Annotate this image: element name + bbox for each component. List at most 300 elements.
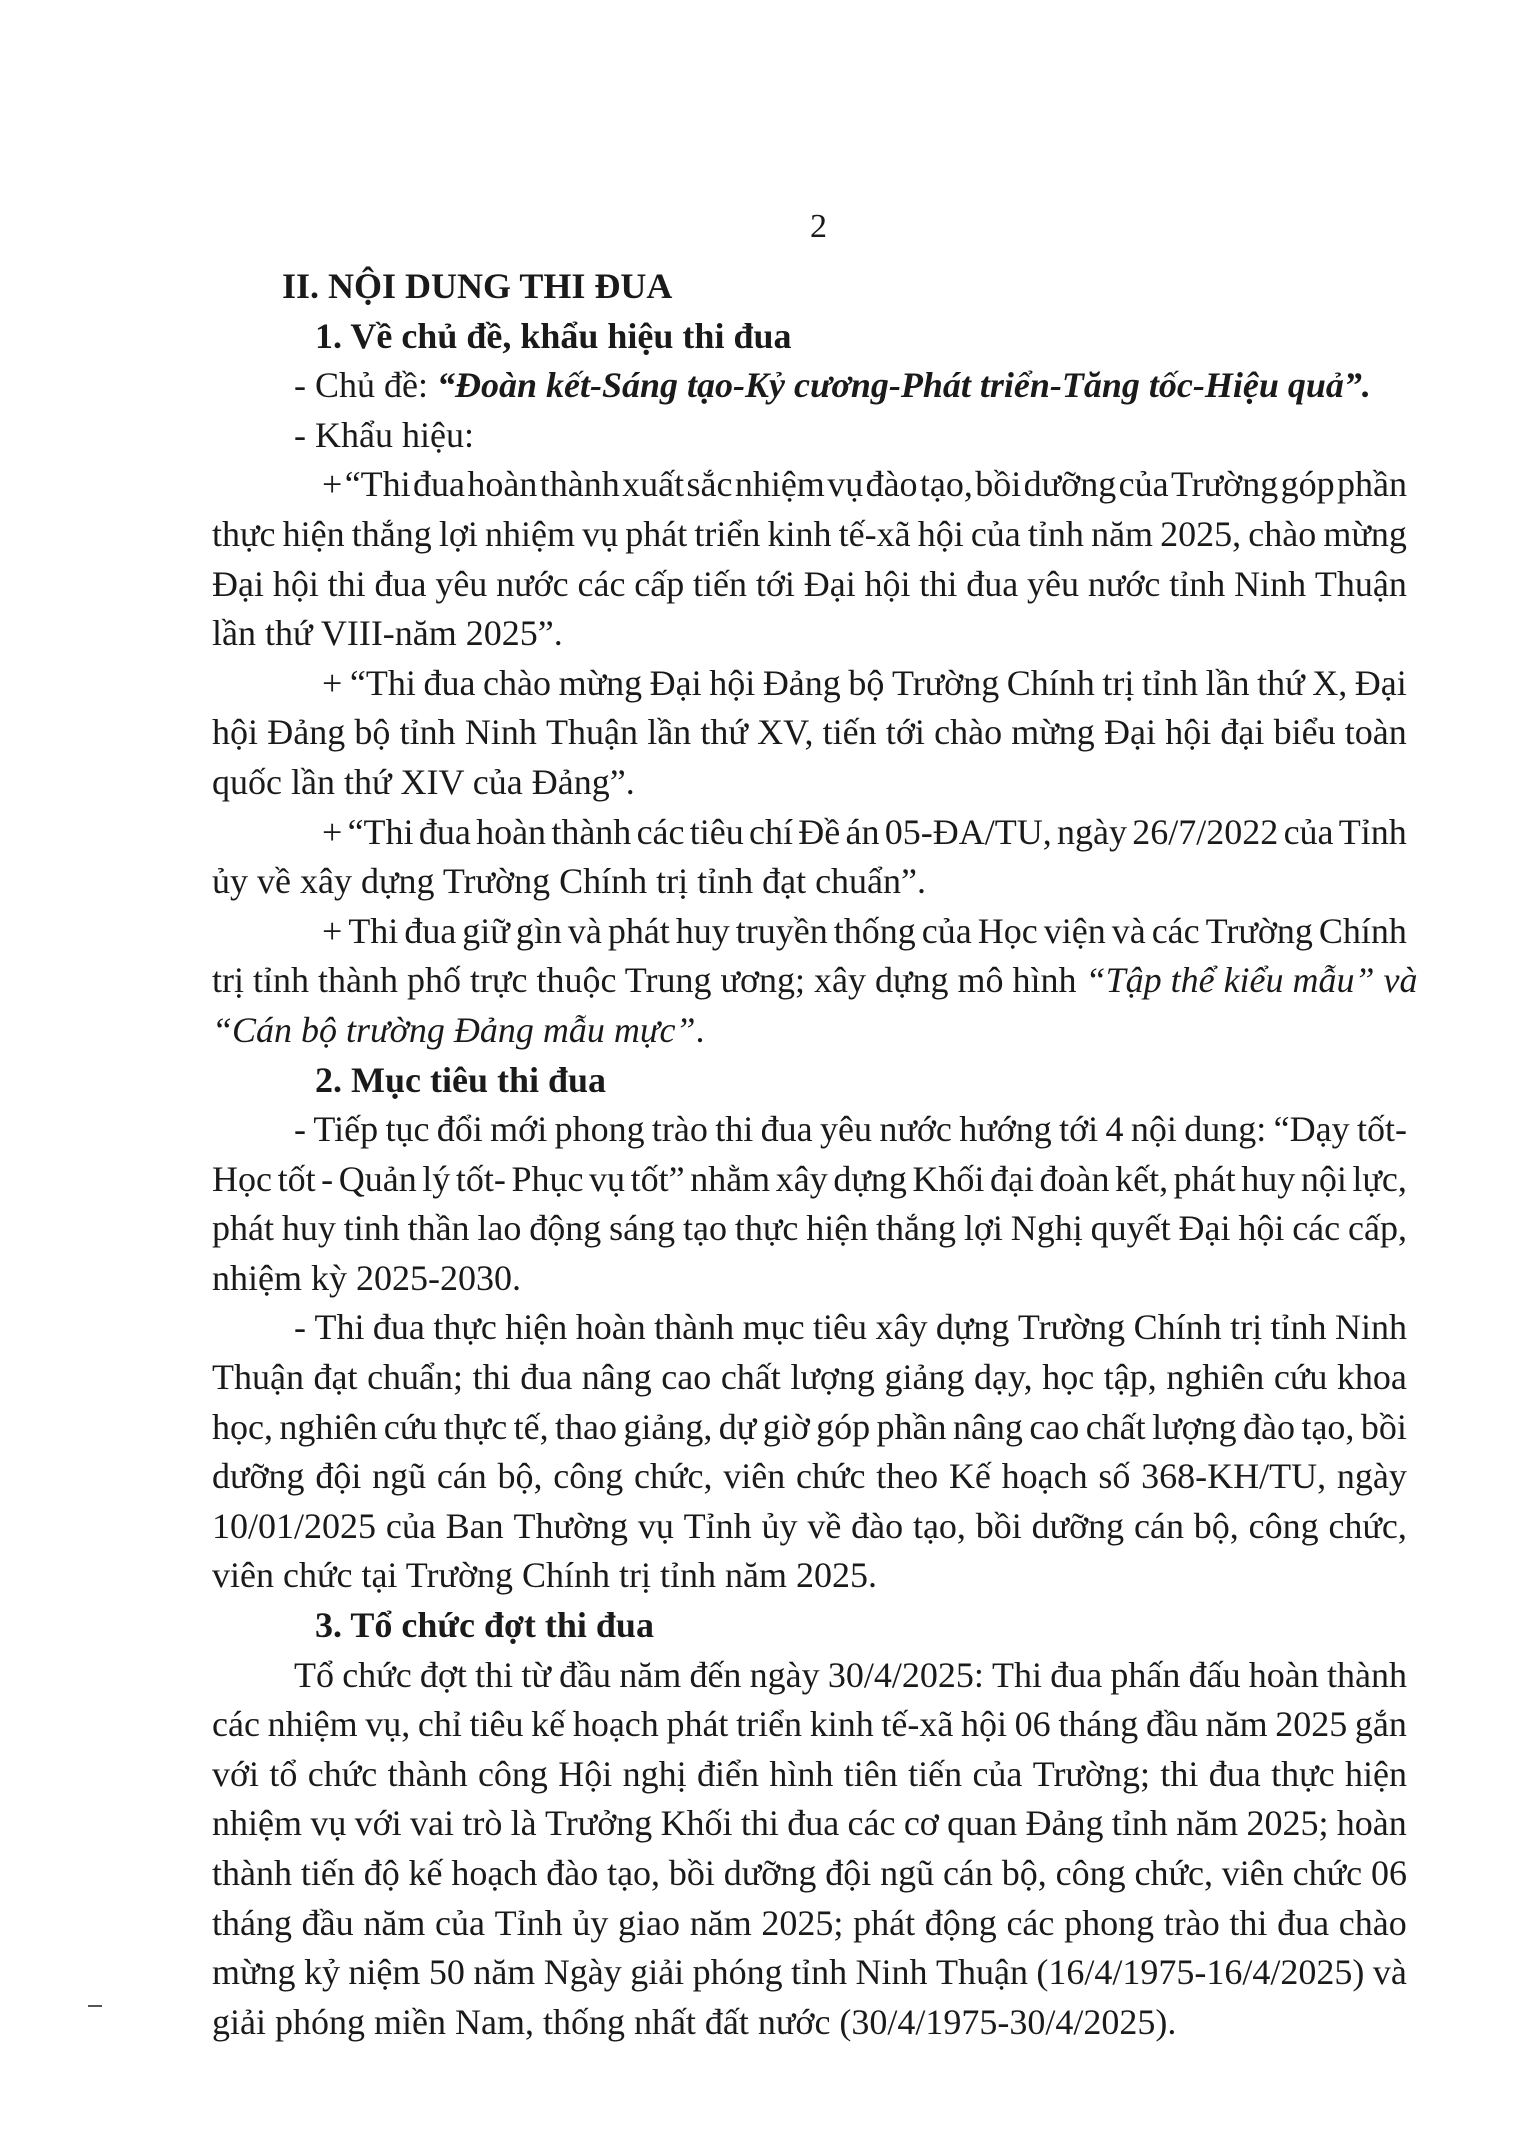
word: đua xyxy=(404,910,457,951)
word: đua xyxy=(413,464,466,505)
word: hoàn xyxy=(1336,1803,1407,1844)
word: tiến xyxy=(908,1753,963,1794)
word: + xyxy=(322,464,343,505)
word: góp xyxy=(1280,464,1335,505)
word: thực xyxy=(433,1307,497,1348)
word: thành xyxy=(654,1307,735,1348)
word: giờ xyxy=(762,1406,810,1447)
paragraph-line: quốc lần thứ XIV của Đảng”. xyxy=(212,761,635,802)
paragraph-line xyxy=(212,1204,1407,1254)
word: nhằm xyxy=(690,1158,771,1199)
word: các xyxy=(636,811,685,852)
word: tiêu xyxy=(469,1704,524,1745)
word: thành xyxy=(539,464,620,505)
word: Ninh xyxy=(855,1952,928,1993)
word: XV, xyxy=(757,712,814,753)
slogan-paragraph-4 xyxy=(212,907,1418,1056)
slogan4-italic-model: “Cán bộ trường Đảng mẫu mực” xyxy=(212,1009,696,1050)
word: Thi xyxy=(348,910,399,951)
word: Quản xyxy=(338,1158,417,1199)
word: chất xyxy=(720,1357,781,1398)
word: tế-xã xyxy=(838,513,911,554)
word: Ngày xyxy=(543,1952,622,1993)
word: năm xyxy=(473,1952,536,1993)
word: chào xyxy=(1338,1902,1407,1943)
word: tới xyxy=(885,712,925,753)
word: hoạch xyxy=(1001,1456,1088,1497)
paragraph-line xyxy=(212,808,1407,858)
word: Học xyxy=(977,910,1038,951)
word: Ban xyxy=(445,1505,504,1546)
word: mục xyxy=(742,1307,805,1348)
word: phấn xyxy=(1110,1654,1181,1695)
theme-text: “Đoàn kết-Sáng tạo-Kỷ cương-Phát triển-Tăng tốc-Hiệu quả”. xyxy=(436,365,1371,406)
word: công xyxy=(477,1753,548,1794)
word: tốt- xyxy=(455,1158,506,1199)
word: Đảng xyxy=(267,712,346,753)
word: ủy xyxy=(761,1505,798,1546)
word: nâng xyxy=(581,1357,652,1398)
word: đua xyxy=(1277,1902,1330,1943)
word: thi xyxy=(919,563,958,604)
word: Đại xyxy=(212,563,264,604)
word: Khối xyxy=(660,1803,733,1844)
word: dạy, xyxy=(974,1357,1033,1398)
word: ngũ xyxy=(880,1853,935,1893)
word: hoàn xyxy=(1248,1654,1319,1695)
word: kỷ xyxy=(303,1952,340,1993)
word: hoàn xyxy=(476,811,547,852)
paragraph-line xyxy=(212,460,1407,510)
word: thần xyxy=(407,1208,470,1249)
word: Tổ xyxy=(294,1654,334,1695)
word: cơ xyxy=(903,1803,939,1844)
word: tiến xyxy=(693,563,748,604)
word: mừng xyxy=(1323,513,1407,554)
word: cán xyxy=(1134,1505,1184,1546)
word: đào xyxy=(546,1853,599,1893)
word: của xyxy=(435,1902,485,1943)
word: 368-KH/TU, xyxy=(1141,1456,1327,1497)
word: cán xyxy=(942,1853,993,1893)
word: nhiệm xyxy=(734,464,825,505)
subsection-heading-theme-slogan: 1. Về chủ đề, khẩu hiệu thi đua xyxy=(315,315,792,356)
word: xây xyxy=(875,1307,928,1348)
word: án xyxy=(845,811,880,852)
word: Đại xyxy=(1178,1208,1231,1249)
word: phát xyxy=(666,1704,729,1745)
word: Thi xyxy=(314,1307,365,1348)
word: hiện xyxy=(505,1307,568,1348)
word: viện xyxy=(1043,910,1106,951)
word: quyết xyxy=(1090,1208,1171,1249)
word: tốt xyxy=(277,1158,316,1199)
paragraph-line xyxy=(212,708,1407,758)
word: dưỡng xyxy=(1031,1505,1125,1546)
word: chí xyxy=(749,811,794,852)
slogan-paragraph-3 xyxy=(212,808,1407,907)
word: phát xyxy=(212,1208,274,1249)
subsection-heading-goals: 2. Mục tiêu thi đua xyxy=(315,1059,607,1100)
word: Tỉnh xyxy=(683,1505,752,1546)
word: đầu xyxy=(301,1902,354,1943)
word: đội xyxy=(315,1456,362,1497)
word: nghiên xyxy=(279,1406,378,1447)
word: của xyxy=(970,513,1021,554)
word: dưỡng xyxy=(1023,464,1117,505)
word: chuẩn; xyxy=(367,1357,464,1398)
word: thành xyxy=(387,1753,468,1794)
word: vụ xyxy=(827,464,864,505)
word: bộ, xyxy=(497,1456,543,1497)
theme-label: - Chủ đề: xyxy=(294,365,437,406)
paragraph-line xyxy=(212,1006,1407,1056)
word: các xyxy=(212,1704,260,1745)
word: đua xyxy=(1208,1753,1261,1794)
word: huy xyxy=(1241,1158,1296,1199)
word: “Thi xyxy=(347,811,414,852)
word: nghiên xyxy=(1166,1357,1265,1398)
word: mừng xyxy=(1011,712,1095,753)
word: góp xyxy=(816,1406,871,1447)
word: đại xyxy=(1220,712,1265,753)
paragraph-line xyxy=(212,1502,1407,1552)
word: nội xyxy=(1130,1109,1177,1150)
word: Thuận xyxy=(936,1952,1028,1993)
word: năm xyxy=(1091,513,1154,554)
word: Khối xyxy=(912,1158,985,1199)
word: thống xyxy=(833,910,916,951)
word: chào xyxy=(483,662,551,703)
word: thực xyxy=(1271,1753,1335,1794)
word: đua xyxy=(760,1109,813,1150)
word: tỉnh xyxy=(1270,1307,1327,1348)
word: lần xyxy=(1205,662,1250,703)
word: chất xyxy=(1085,1406,1146,1447)
word: Học xyxy=(212,1158,272,1199)
word: (16/4/1975-16/4/2025) xyxy=(1036,1952,1365,1993)
word: Trưởng xyxy=(544,1803,653,1844)
paragraph-line xyxy=(212,1303,1407,1353)
word: năm xyxy=(363,1902,426,1943)
word: ngày xyxy=(749,1654,820,1695)
word: đầu xyxy=(1145,1704,1198,1745)
word: về xyxy=(807,1505,842,1546)
word: quan xyxy=(947,1803,1018,1844)
word: mừng xyxy=(558,662,643,703)
word: truyền xyxy=(735,910,828,951)
word: phát xyxy=(853,1902,916,1943)
paragraph-line xyxy=(212,1651,1407,1701)
word: Đại xyxy=(1354,662,1407,703)
scan-mark xyxy=(88,2005,102,2007)
page-number: 2 xyxy=(810,208,827,245)
word: các xyxy=(1151,910,1200,951)
word: năm xyxy=(689,1902,752,1943)
word: lợi xyxy=(438,513,478,554)
word: đợt xyxy=(419,1654,467,1695)
word: mừng xyxy=(212,1952,296,1993)
word: huy xyxy=(281,1208,336,1249)
word: Đảng xyxy=(762,662,841,703)
word: chào xyxy=(934,712,1003,753)
word: hiện xyxy=(1344,1753,1407,1794)
word: nước xyxy=(496,563,569,604)
theme-line xyxy=(212,361,1407,411)
word: đua xyxy=(374,563,427,604)
word: vai xyxy=(410,1803,454,1844)
word: nước xyxy=(879,1109,952,1150)
word: dựng xyxy=(935,1307,1010,1348)
word: và xyxy=(1372,1952,1407,1993)
word: theo xyxy=(876,1456,939,1497)
word: - xyxy=(294,1307,306,1348)
word: hướng xyxy=(959,1109,1052,1150)
word: Thuận xyxy=(212,1357,304,1398)
word: tỉnh xyxy=(1111,1803,1168,1844)
word: tập, xyxy=(1103,1357,1157,1398)
word: tỉnh xyxy=(1141,662,1198,703)
word: Ninh xyxy=(1335,1307,1407,1348)
paragraph-line: giải phóng miền Nam, thống nhất đất nước (30/4/1975-30/4/2025). xyxy=(212,2001,1177,2042)
word: tháng xyxy=(1058,1704,1139,1745)
paragraph-line xyxy=(212,1700,1407,1750)
word: khoa xyxy=(1336,1357,1407,1398)
word: đạt xyxy=(313,1357,358,1398)
word: 2025; xyxy=(761,1902,844,1943)
word: X, xyxy=(1312,662,1348,703)
word: chức xyxy=(795,1456,866,1497)
word: Trường xyxy=(1170,464,1279,505)
word: tế-xã xyxy=(881,1704,954,1745)
paragraph-line xyxy=(212,1948,1407,1998)
word: gìn xyxy=(515,910,562,951)
word: Đại xyxy=(803,563,856,604)
word: phóng xyxy=(692,1952,783,1993)
word: tỉnh xyxy=(1169,563,1226,604)
word: bồi xyxy=(668,1853,715,1893)
word: chức xyxy=(1292,1853,1363,1893)
word: hiện xyxy=(806,1208,869,1249)
word: đào xyxy=(865,464,918,505)
word: năm xyxy=(619,1654,682,1695)
word: công xyxy=(553,1456,624,1497)
word: “Dạy xyxy=(1273,1109,1350,1150)
word: tỉnh xyxy=(791,1952,848,1993)
word: + xyxy=(322,910,343,951)
word: thắng xyxy=(876,1208,957,1249)
word: các xyxy=(847,1803,896,1844)
word: học, xyxy=(212,1406,273,1447)
word: cấp xyxy=(634,563,685,604)
word: thi xyxy=(740,1803,779,1844)
word: tỉnh xyxy=(399,712,456,753)
paragraph-line xyxy=(212,1452,1407,1502)
goal-paragraph-1 xyxy=(212,1105,1407,1303)
word: Chính xyxy=(1133,1307,1222,1348)
word: thao xyxy=(554,1406,617,1447)
slogan-paragraph-2 xyxy=(212,659,1407,808)
word: bộ xyxy=(354,712,391,753)
word: hoạch xyxy=(451,1853,538,1893)
word: giảng xyxy=(884,1357,965,1398)
word: + xyxy=(322,811,343,852)
word: chức, xyxy=(1328,1505,1407,1546)
word: động xyxy=(529,1208,602,1249)
word: vụ xyxy=(637,1505,674,1546)
paragraph-line xyxy=(212,1155,1407,1205)
paragraph-line: nhiệm kỳ 2025-2030. xyxy=(212,1257,521,1298)
word: tạo xyxy=(682,1208,727,1249)
word: vụ, xyxy=(365,1704,411,1745)
word: lượng xyxy=(790,1357,875,1398)
paragraph-line: lần thứ VIII-năm 2025”. xyxy=(212,613,563,654)
word: với xyxy=(212,1753,260,1794)
word: của xyxy=(921,910,972,951)
word: Ninh xyxy=(464,712,537,753)
word: phát xyxy=(1173,1158,1236,1199)
slogan-label: - Khẩu hiệu: xyxy=(294,414,474,455)
word: Thường xyxy=(513,1505,629,1546)
word: tạo, xyxy=(912,1505,966,1546)
word: phong xyxy=(1064,1902,1155,1943)
word: cứu xyxy=(1273,1357,1328,1398)
word: động xyxy=(924,1902,997,1943)
word: hội xyxy=(272,563,319,604)
word: Đại xyxy=(1104,712,1156,753)
word: bồi xyxy=(1360,1406,1407,1447)
word: đua xyxy=(520,1357,573,1398)
paragraph-line: ủy về xây dựng Trường Chính trị tỉnh đạt chuẩn”. xyxy=(212,861,927,902)
word: yêu xyxy=(819,1109,872,1150)
word: thực xyxy=(443,1406,508,1447)
word: đổi xyxy=(436,1109,483,1150)
word: và xyxy=(567,910,602,951)
word: viên xyxy=(1221,1853,1284,1893)
word: đua xyxy=(1050,1654,1103,1695)
word: thi xyxy=(1160,1753,1199,1794)
word: công xyxy=(1248,1505,1319,1546)
word: 05-ĐA/TU, xyxy=(884,811,1052,852)
word: lực, xyxy=(1352,1158,1407,1199)
word: công xyxy=(1055,1853,1126,1893)
word: vụ xyxy=(310,1803,347,1844)
word: triển xyxy=(694,513,761,554)
word: đầu xyxy=(559,1654,612,1695)
word: trào xyxy=(651,1109,708,1150)
word: chỉ xyxy=(417,1704,462,1745)
word: tiêu xyxy=(689,811,744,852)
word: 2025 xyxy=(1275,1704,1348,1745)
word: học xyxy=(1042,1357,1095,1398)
word: Đề xyxy=(798,811,841,852)
word: mới xyxy=(490,1109,548,1150)
organization-paragraph xyxy=(212,1651,1407,2048)
word: tiêu xyxy=(813,1307,868,1348)
word: hội xyxy=(212,712,259,753)
word: lợi xyxy=(963,1208,1003,1249)
word: tiến xyxy=(822,712,877,753)
word: yêu xyxy=(1027,563,1080,604)
word: niệm xyxy=(348,1952,421,1993)
word: 2025, xyxy=(1160,513,1242,554)
word: thi xyxy=(475,1654,514,1695)
word: phát xyxy=(625,513,688,554)
word: đoàn xyxy=(1039,1158,1110,1199)
word: cán xyxy=(436,1456,487,1497)
word: tốt- xyxy=(1356,1109,1407,1150)
word: cứu xyxy=(383,1406,438,1447)
word: giải xyxy=(630,1952,685,1993)
word: đại xyxy=(989,1158,1034,1199)
word: với xyxy=(354,1803,402,1844)
paragraph-line xyxy=(212,1849,1407,1899)
word: giữ xyxy=(462,910,510,951)
word: độ xyxy=(363,1853,400,1893)
word: hoạch xyxy=(572,1704,659,1745)
word: nội xyxy=(1300,1158,1347,1199)
word: của xyxy=(972,1753,1023,1794)
word: tới xyxy=(755,563,795,604)
paragraph-line xyxy=(212,1799,1407,1849)
word: tới xyxy=(1059,1109,1099,1150)
word: Tiếp xyxy=(313,1109,379,1150)
word: Thi xyxy=(992,1654,1043,1695)
word: đến xyxy=(689,1654,742,1695)
word: tạo, xyxy=(607,1853,661,1893)
word: tế, xyxy=(513,1406,549,1447)
word: đua xyxy=(966,563,1019,604)
word: bộ, xyxy=(1193,1505,1239,1546)
word: toàn xyxy=(1344,712,1407,753)
word: - xyxy=(321,1158,334,1199)
slogan4-period: . xyxy=(695,1009,705,1050)
word: tạo, xyxy=(919,464,973,505)
word: số xyxy=(1098,1456,1131,1497)
word: gắn xyxy=(1354,1704,1407,1745)
word: cao xyxy=(1029,1406,1080,1447)
word: 06 xyxy=(1014,1704,1051,1745)
paragraph-line xyxy=(212,1105,1407,1155)
word: sắc xyxy=(686,464,733,505)
word: thi xyxy=(715,1109,754,1150)
word: nước xyxy=(1087,563,1161,604)
word: tháng xyxy=(212,1902,292,1943)
word: của xyxy=(1283,811,1334,852)
word: đua xyxy=(787,1803,840,1844)
word: đào xyxy=(1243,1406,1296,1447)
word: điển xyxy=(697,1753,760,1794)
word: Trường xyxy=(1205,910,1313,951)
word: kinh xyxy=(767,513,832,554)
word: hội xyxy=(961,1704,1008,1745)
word: tiên xyxy=(843,1753,898,1794)
paragraph-line xyxy=(212,560,1407,610)
word: Nghị xyxy=(1010,1208,1083,1249)
word: đua xyxy=(372,1307,425,1348)
word: hoàn xyxy=(467,464,538,505)
word: tinh xyxy=(343,1208,400,1249)
word: nghị xyxy=(622,1753,687,1794)
word: đội xyxy=(825,1853,872,1893)
word: 4 xyxy=(1105,1109,1124,1150)
word: nâng xyxy=(952,1406,1023,1447)
word: nhiệm xyxy=(485,513,575,554)
word: thực xyxy=(212,513,276,554)
word: thành xyxy=(212,1853,292,1893)
word: chào xyxy=(1248,513,1317,554)
word: hội xyxy=(1238,1208,1285,1249)
